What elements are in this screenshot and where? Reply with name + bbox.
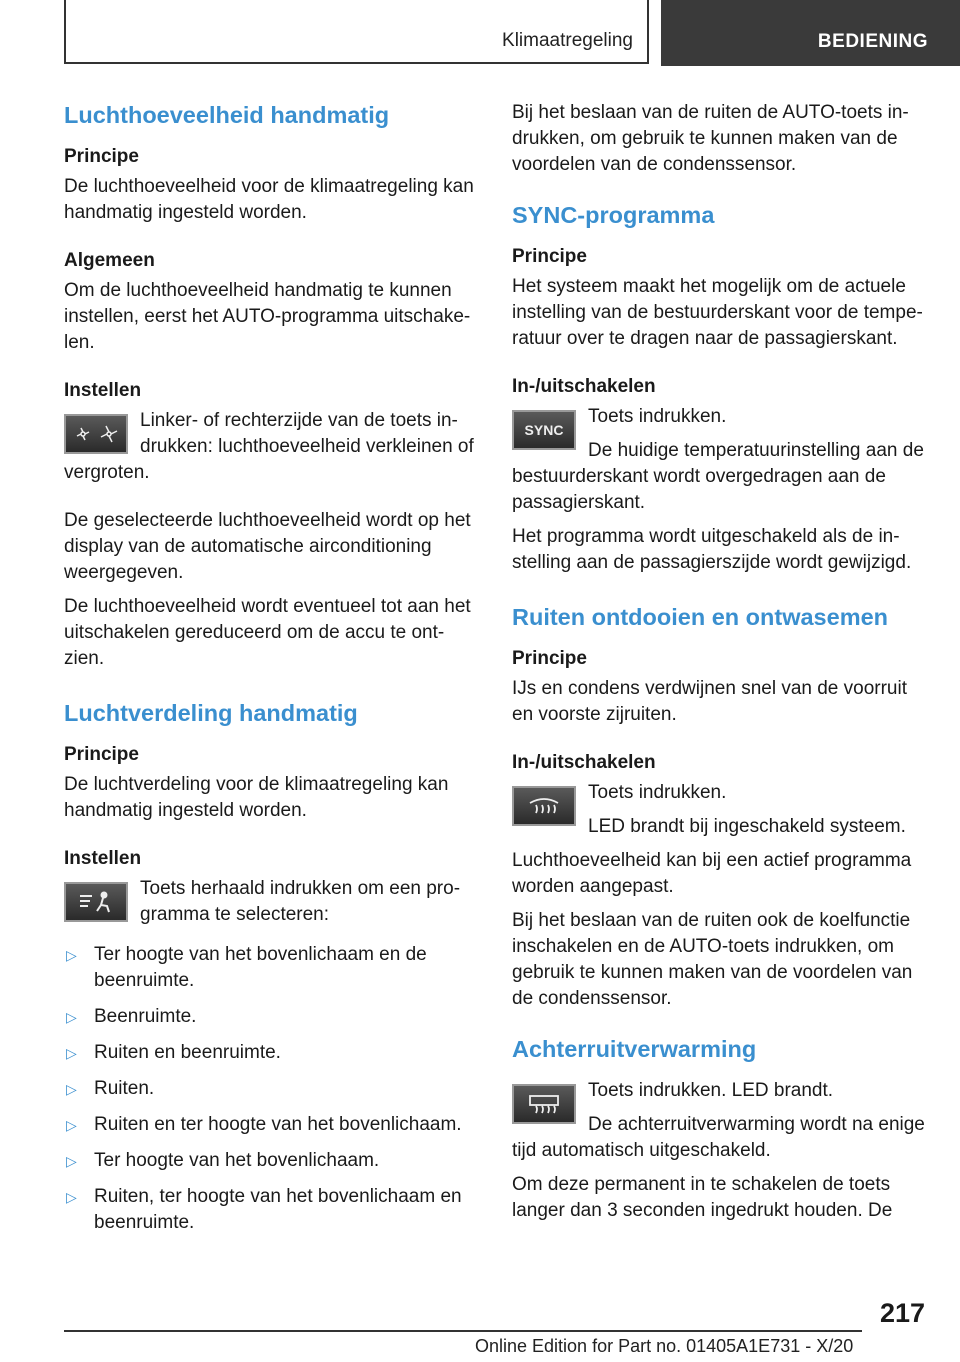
paragraph: LED brandt bij ingeschakeld systeem. (588, 816, 906, 837)
triangle-bullet-icon: ▷ (66, 1153, 77, 1169)
list-item: ▷ Ruiten, ter hoogte van het bovenlichaam en beenruimte. (66, 1186, 462, 1233)
paragraph: IJs en condens verdwijnen snel van de voorruit en voorste zijruiten. (512, 678, 908, 725)
heading-sync: SYNC-programma (512, 202, 715, 228)
heading-luchthoeveelheid: Luchthoeveelheid handmatig (64, 102, 390, 128)
instruction-row (512, 1078, 926, 1164)
heading-defrost: Ruiten ontdooien en ontwasemen (512, 604, 889, 630)
subheading-inuit: In-/uitschakelen (512, 376, 656, 397)
list-item: ▷ Ter hoogte van het bovenlichaam en de beenruimte. (66, 944, 427, 991)
section-title: BEDIENING (817, 31, 928, 52)
list-item: ▷ Beenruimte. (64, 1004, 478, 1030)
triangle-bullet-icon: ▷ (66, 1081, 77, 1097)
paragraph: De huidige temperatuurinstelling aan de bestuurderskant wordt overgedragen aan de passagierskant. (512, 440, 924, 513)
triangle-bullet-icon: ▷ (66, 1045, 77, 1061)
header-section-box (661, 0, 960, 66)
header-chapter-box (64, 0, 649, 64)
paragraph: Om de luchthoeveelheid handmatig te kunnen instellen, eerst het AUTO-programma uitschake-len. (64, 280, 471, 353)
paragraph: Bij het beslaan van de ruiten de AUTO-toets in-drukken, om gebruik te kunnen maken van de voordelen van de condenssensor. (512, 102, 909, 175)
sync-button-icon: SYNC (512, 410, 576, 450)
subheading-principe: Principe (64, 744, 139, 765)
heading-rear-heating: Achterruitverwarming (512, 1036, 757, 1062)
page-header (0, 0, 960, 66)
rear-window-heating-icon (512, 1084, 576, 1124)
paragraph: De luchthoeveelheid wordt eventueel tot aan het uitschakelen gereduceerd om de accu te ont-zien. (64, 596, 471, 669)
paragraph: De geselecteerde luchthoeveelheid wordt op het display van de automatische airconditioning weergegeven. (64, 510, 471, 583)
heading-luchtverdeling: Luchtverdeling handmatig (64, 700, 358, 726)
program-list (64, 942, 478, 1236)
paragraph: De luchtverdeling voor de klimaatregeling kan handmatig ingesteld worden. (64, 774, 449, 821)
paragraph: Om deze permanent in te schakelen de toets langer dan 3 seconden ingedrukt houden. De (512, 1174, 893, 1221)
left-column (64, 100, 478, 1246)
paragraph: Linker- of rechterzijde van de toets in-drukken: luchthoeveelheid verkleinen of vergroten. (64, 410, 474, 483)
paragraph: De achterruitverwarming wordt na enige tijd automatisch uitgeschakeld. (512, 1114, 925, 1161)
windshield-defrost-icon (512, 786, 576, 826)
instruction-row (64, 408, 478, 486)
paragraph: Bij het beslaan van de ruiten ook de koelfunctie inschakelen en de AUTO-toets indrukken, om gebruik te kunnen maken van de voordelen van de condenssensor. (512, 910, 913, 1009)
instruction-row (512, 780, 926, 840)
subheading-principe: Principe (512, 246, 587, 267)
instruction-row (64, 876, 478, 936)
fan-button-icon (64, 414, 128, 454)
list-item: ▷ Ruiten en beenruimte. (64, 1040, 478, 1066)
instruction-row (512, 404, 926, 516)
triangle-bullet-icon: ▷ (66, 1117, 77, 1133)
paragraph: Het programma wordt uitgeschakeld als de in-stelling aan de passagierszijde wordt gewijzigd. (512, 526, 912, 573)
paragraph: Toets herhaald indrukken om een pro-gramma te selecteren: (140, 878, 461, 925)
paragraph: De luchthoeveelheid voor de klimaatregeling kan handmatig ingesteld worden. (64, 176, 474, 223)
air-distribution-button-icon (64, 882, 128, 922)
list-item: ▷ Ruiten. (64, 1076, 478, 1102)
footer-divider (64, 1330, 862, 1332)
subheading-inuit: In-/uitschakelen (512, 752, 656, 773)
edition-note: Online Edition for Part no. 01405A1E731 - X/20 (475, 1336, 854, 1356)
paragraph: Toets indrukken. (588, 782, 727, 803)
page-number: 217 (880, 1298, 926, 1328)
paragraph: Toets indrukken. LED brandt. (588, 1080, 834, 1101)
subheading-instellen: Instellen (64, 848, 142, 869)
paragraph: Luchthoeveelheid kan bij een actief programma worden aangepast. (512, 850, 912, 897)
subheading-principe: Principe (64, 146, 139, 167)
triangle-bullet-icon: ▷ (66, 947, 77, 963)
right-column (512, 100, 926, 1232)
subheading-principe: Principe (512, 648, 587, 669)
paragraph: Toets indrukken. (588, 406, 727, 427)
list-item: ▷ Ter hoogte van het bovenlichaam. (64, 1148, 478, 1174)
subheading-instellen: Instellen (64, 380, 142, 401)
chapter-title: Klimaatregeling (502, 30, 633, 51)
list-item: ▷ Ruiten en ter hoogte van het bovenlichaam. (64, 1112, 478, 1138)
subheading-algemeen: Algemeen (64, 250, 155, 271)
paragraph: Het systeem maakt het mogelijk om de actuele instelling van de bestuurderskant voor de tempe-ratuur over te dragen naar de passagierskant. (512, 276, 923, 349)
triangle-bullet-icon: ▷ (66, 1189, 77, 1205)
triangle-bullet-icon: ▷ (66, 1009, 77, 1025)
